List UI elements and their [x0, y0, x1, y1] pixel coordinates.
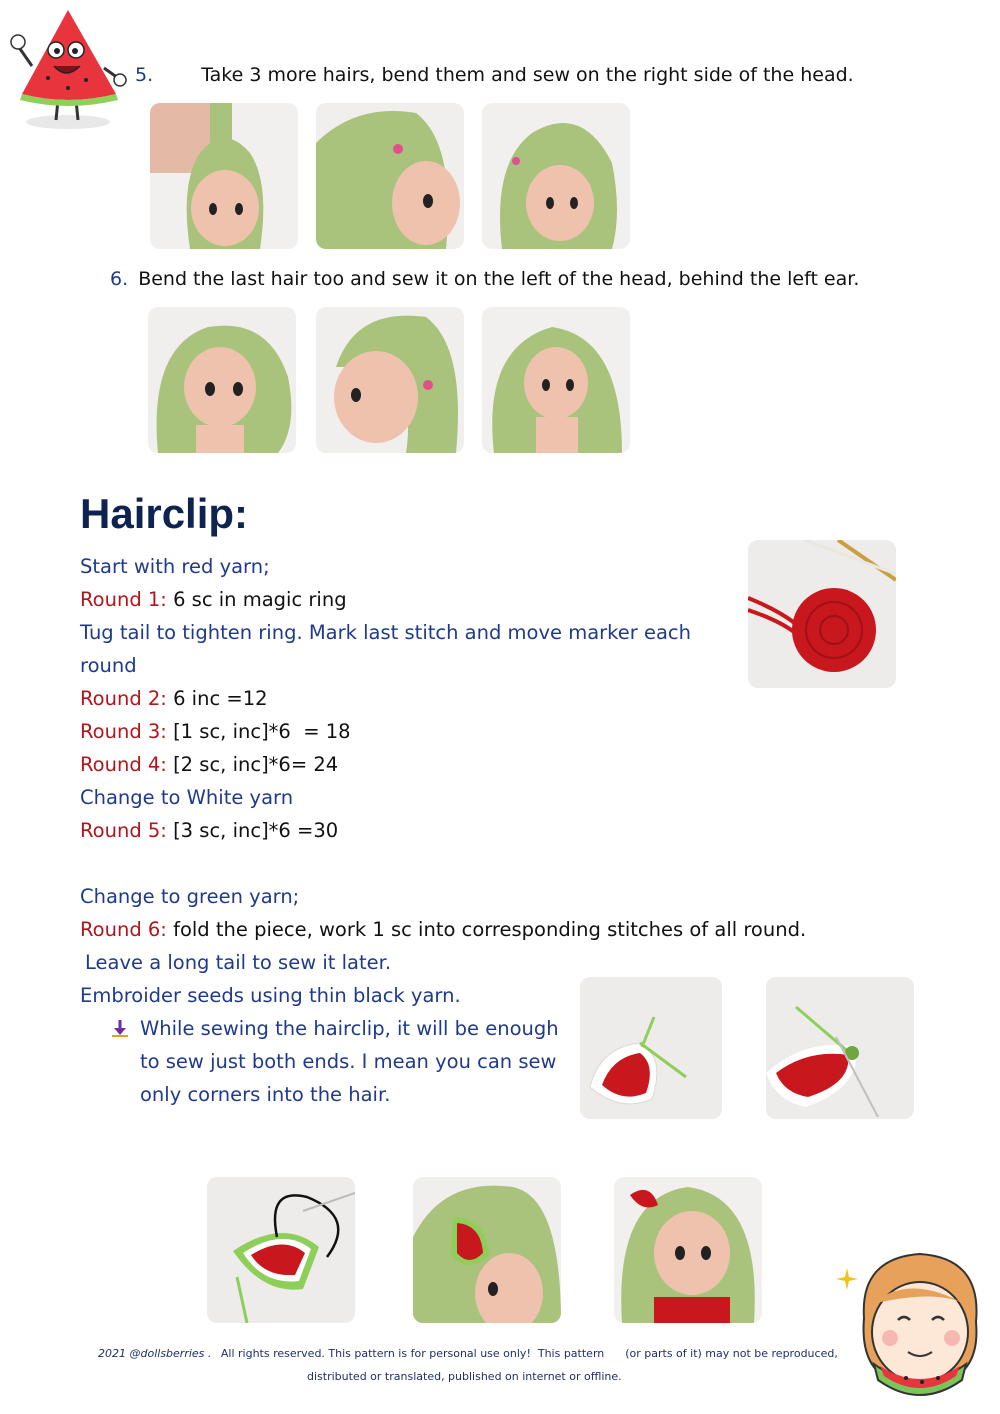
- round-label: Round 3:: [80, 720, 167, 743]
- line-text: 6 sc in magic ring: [173, 588, 347, 611]
- hairclip-fold-photo-2: [766, 977, 914, 1119]
- step6-photo-2: [316, 307, 464, 453]
- round-label: Round 4:: [80, 753, 167, 776]
- line-text: [2 sc, inc]*6= 24: [173, 753, 339, 776]
- section-title: Hairclip:: [80, 490, 249, 537]
- round-label: Round 5:: [80, 819, 167, 842]
- pattern-line: [80, 885, 299, 908]
- hairclip-sewn-photo: [413, 1177, 561, 1323]
- pattern-line: [80, 687, 268, 710]
- round-label: Round 6:: [80, 918, 167, 941]
- line-text: Tug tail to tighten ring. Mark last stitch and move marker each: [80, 621, 692, 644]
- footer-line-1: [98, 1347, 838, 1360]
- line-text: Change to White yarn: [80, 786, 294, 809]
- pattern-line: [85, 951, 391, 974]
- footer-line-2: distributed or translated, published on internet or offline.: [307, 1370, 622, 1383]
- line-text: Leave a long tail to sew it later.: [85, 951, 392, 974]
- line-text: [3 sc, inc]*6 =30: [173, 819, 339, 842]
- step6-photo-3: [482, 307, 630, 453]
- step5-photo-2: [316, 103, 464, 249]
- line-text: Change to green yarn;: [80, 885, 300, 908]
- tip-line-3: only corners into the hair.: [140, 1083, 391, 1106]
- arrow-bullet-icon: [110, 1018, 130, 1038]
- pattern-line: [80, 786, 293, 809]
- line-text: Embroider seeds using thin black yarn.: [80, 984, 461, 1007]
- tip-line-1: While sewing the hairclip, it will be enough: [140, 1017, 559, 1040]
- step5-photo-3: [482, 103, 630, 249]
- pattern-line: [80, 753, 338, 776]
- pattern-line: [80, 588, 347, 611]
- tip-line-2: to sew just both ends. I mean you can sew: [140, 1050, 557, 1073]
- line-text: Start with red yarn;: [80, 555, 270, 578]
- step5-photo-1: [150, 103, 298, 249]
- step6-photo-1: [148, 307, 296, 453]
- pattern-line: [80, 621, 691, 644]
- line-text: 6 inc =12: [173, 687, 268, 710]
- step-number: 6.: [110, 268, 129, 290]
- footer-credit: 2021 @dollsberries .: [98, 1347, 212, 1360]
- hairclip-ring-photo: [748, 540, 896, 688]
- round-label: Round 1:: [80, 588, 167, 611]
- round-label: Round 2:: [80, 687, 167, 710]
- pattern-line: [80, 984, 461, 1007]
- step-text: Bend the last hair too and sew it on the left of the head, behind the left ear.: [138, 268, 860, 290]
- girl-eating-watermelon-icon: [850, 1248, 990, 1410]
- step-text: Take 3 more hairs, bend them and sew on the right side of the head.: [201, 64, 854, 86]
- pattern-line: [80, 555, 270, 578]
- step-5: [135, 64, 854, 86]
- hairclip-embroider-photo: [207, 1177, 355, 1323]
- pattern-line: [80, 819, 338, 842]
- pattern-line: [80, 654, 137, 677]
- finished-doll-photo: [614, 1177, 762, 1323]
- footer-rights: All rights reserved. This pattern is for personal use only! This pattern (or parts of it) may not be reproduced,: [220, 1347, 838, 1360]
- line-text: fold the piece, work 1 sc into corresponding stitches of all round.: [173, 918, 807, 941]
- step-6: [110, 268, 859, 290]
- watermelon-mascot-icon: [10, 6, 130, 130]
- line-text: round: [80, 654, 137, 677]
- hairclip-fold-photo-1: [580, 977, 722, 1119]
- pattern-line: [80, 720, 351, 743]
- step-number: 5.: [135, 64, 154, 86]
- line-text: [1 sc, inc]*6 = 18: [173, 720, 351, 743]
- pattern-line: [80, 918, 806, 941]
